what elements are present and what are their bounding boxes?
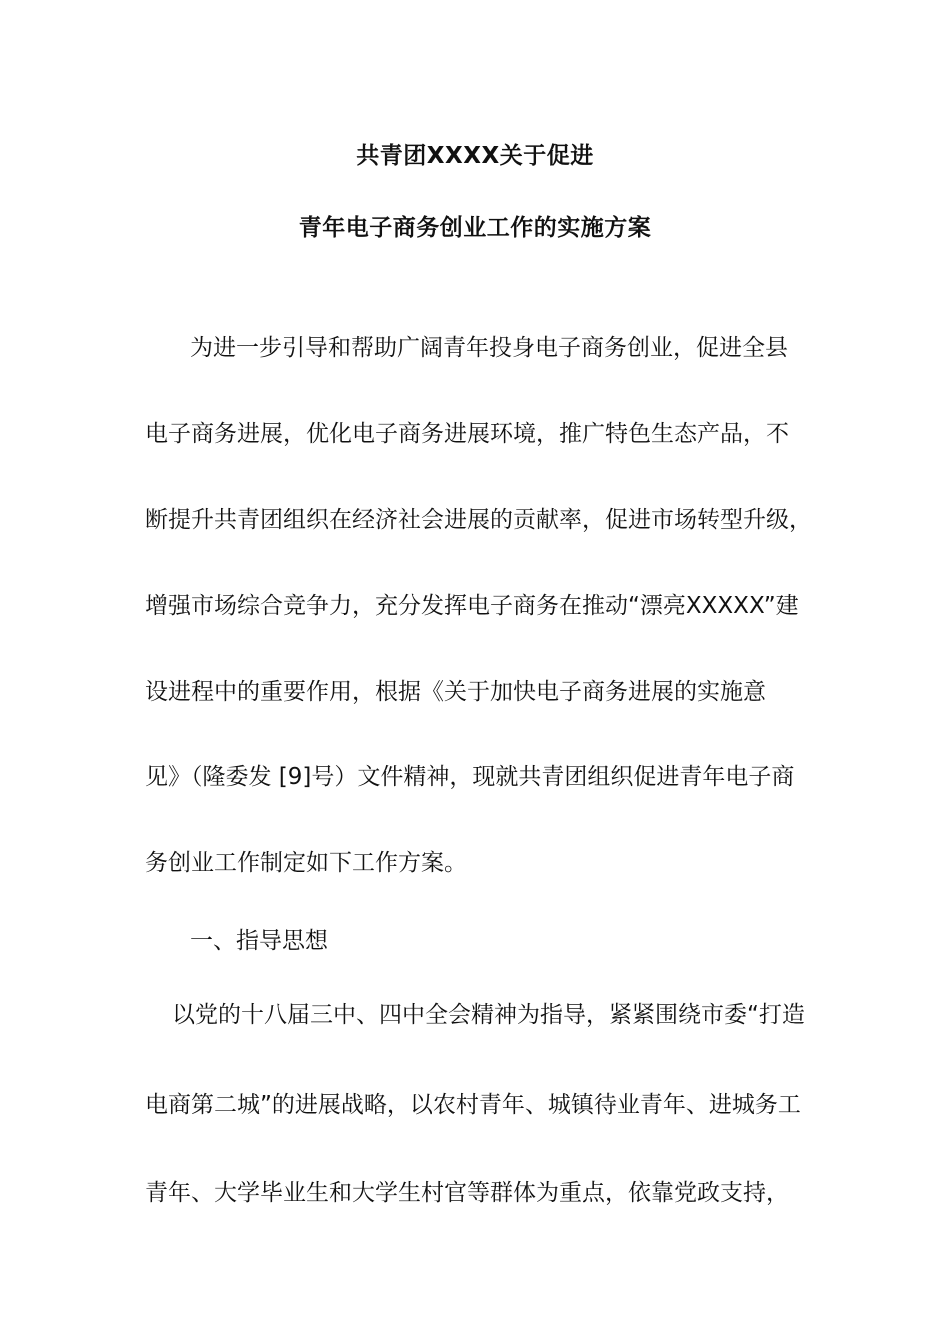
body-line: 以党的十八届三中、四中全会精神为指导，紧紧围绕市委“打造 [172, 1002, 805, 1028]
body-line: 青年、大学毕业生和大学生村官等群体为重点，依靠党政支持， [145, 1180, 789, 1206]
body-line: 设进程中的重要作用，根据《关于加快电子商务进展的实施意 [145, 679, 766, 705]
body-line: 增强市场综合竞争力，充分发挥电子商务在推动“漂亮XXXXX”建 [145, 593, 799, 619]
document-title-line-1: 共青团XXXX关于促进 [356, 143, 594, 169]
section-heading: 一、指导思想 [190, 928, 328, 954]
document-title-line-2: 青年电子商务创业工作的实施方案 [298, 215, 652, 241]
body-line: 见》（隆委发 [9]号）文件精神，现就共青团组织促进青年电子商 [145, 764, 795, 790]
body-line: 电商第二城”的进展战略，以农村青年、城镇待业青年、进城务工 [145, 1092, 801, 1118]
body-line: 为进一步引导和帮助广阔青年投身电子商务创业，促进全县 [190, 335, 788, 361]
body-line: 电子商务进展，优化电子商务进展环境，推广特色生态产品，不 [145, 421, 789, 447]
body-line: 务创业工作制定如下工作方案。 [145, 850, 467, 876]
body-line: 断提升共青团组织在经济社会进展的贡献率，促进市场转型升级， [145, 507, 812, 533]
